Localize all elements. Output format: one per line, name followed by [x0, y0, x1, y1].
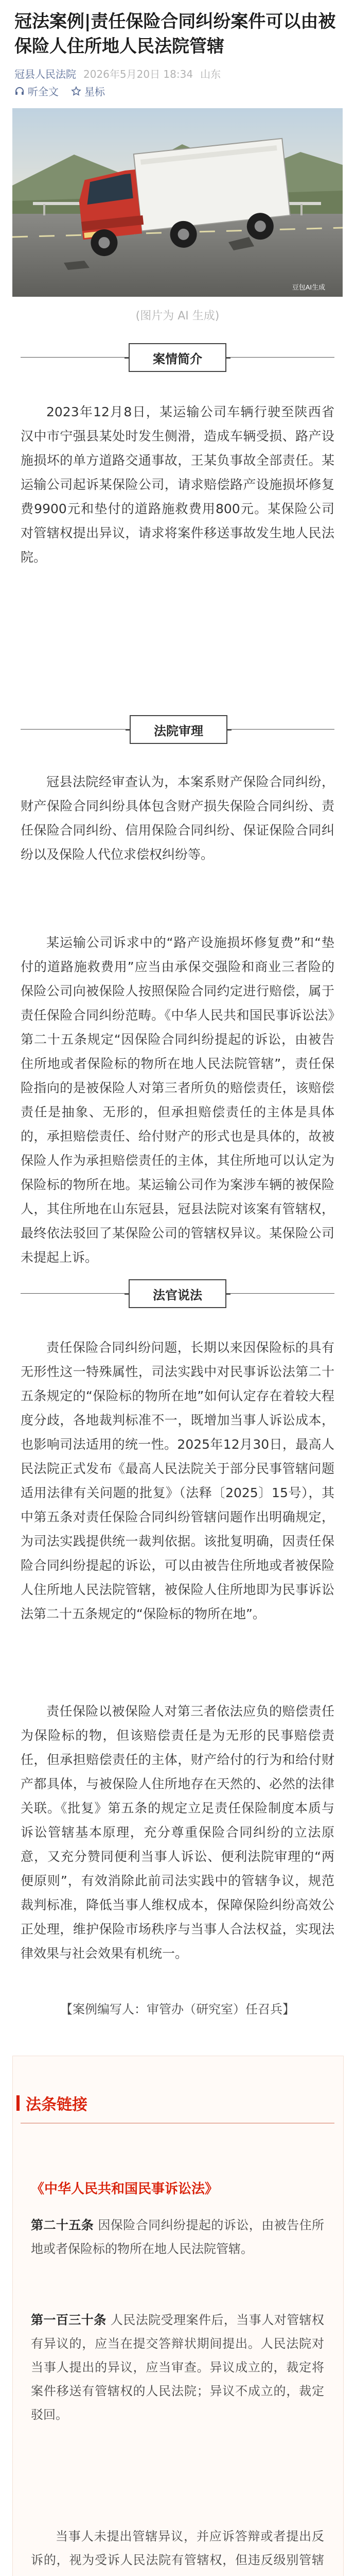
trial-paragraph-1: 冠县法院经审查认为，本案系财产保险合同纠纷，财产保险合同纠纷具体包含财产损失保险合同纠纷、责任保险合同纠纷、信用保险合同纠纷、保证保险合同纠纷以及保险人代位求偿权纠纷等。: [21, 774, 334, 862]
article-actions: [14, 83, 105, 98]
law-article-130-para2: 当事人未提出管辖异议，并应诉答辩或者提出反诉的，视为受诉人民法院有管辖权，但违反级别管辖: [31, 2529, 324, 2567]
article-meta: [14, 66, 221, 81]
law-article-130: [31, 2308, 324, 2427]
law-link-heading: [16, 2092, 87, 2114]
law-article-text: 因保险合同纠纷提起的诉讼，由被告住所地或者保险标的物所在地人民法院管辖。: [31, 2218, 325, 2256]
law-article-label: 第一百三十条: [31, 2313, 106, 2327]
image-watermark: 豆包AI生成: [292, 283, 325, 291]
law-article-label: 第二十五条: [31, 2218, 94, 2232]
star-icon: [71, 86, 81, 96]
truck-accident-illustration: [12, 108, 343, 297]
trial-paragraph-2: 某运输公司诉求中的“路产设施损坏修复费”和“垫付的道路施救费用”应当由承保交强险和商业三者险的保险公司向被保险人按照保险合同约定进行赔偿，属于责任保险合同纠纷范畴。《中华人民共和国民事诉讼法》第二十五条规定“因保险合同纠纷提起的诉讼，由被告住所地或者保险标的物所在地人民法院管辖”，责任保险指向的是被保险人对第三者所负的赔偿责任，该赔偿责任是抽象、无形的，但承担赔偿责任的主体是具体的，承担赔偿责任、给付财产的形式也是具体的，故被保险人作为承担赔偿责任的主体，其住所地可以认定为保险标的物所在地。某运输公司作为案涉车辆的被保险人，其住所地在山东冠县，冠县法院对该案有管辖权，最终依法驳回了某保险公司的管辖权异议。某保险公司未提起上诉。: [21, 935, 334, 1265]
law-article-25: [31, 2213, 324, 2261]
star-label: 星标: [84, 86, 105, 98]
account-name-link[interactable]: 冠县人民法院: [14, 68, 76, 80]
law-article-text: 人民法院受理案件后，当事人对管辖权有异议的，应当在提交答辩状期间提出。人民法院对当事人提出的异议，应当审查。异议成立的，裁定将案件移送有管辖权的人民法院；异议不成立的，裁定驳回。: [31, 2313, 325, 2422]
publish-location: 山东: [200, 68, 221, 80]
heading-accent-bar: [16, 2095, 20, 2111]
star-button[interactable]: [71, 83, 105, 98]
section-heading-trial: 法院审理: [130, 715, 227, 744]
case-author-note: 【案例编写人：审管办（研究室）任召兵】: [60, 2002, 295, 2016]
headphone-icon: [14, 86, 25, 96]
judge-paragraph-1: 责任保险合同纠纷问题，长期以来因保险标的具有无形性这一特殊属性，司法实践中对民事诉讼法第二十五条规定的“保险标的物所在地”如何认定存在着较大程度分歧，各地裁判标准不一，既增加当事人诉讼成本，也影响司法适用的统一性。2025年12月30日，最高人民法院正式发布《最高人民法院关于部分民事管辖问题适用法律有关问题的批复》（法释〔2025〕15号），其中第五条对责任保险合同纠纷管辖问题作出明确规定，为司法实践提供统一裁判依据。该批复明确，因责任保险合同纠纷提起的诉讼，可以由被告住所地或者被保险人住所地人民法院管辖，被保险人住所地即为民事诉讼法第二十五条规定的“保险标的物所在地”。: [21, 1340, 334, 1621]
law-name: 《中华人民共和国民事诉讼法》: [31, 2181, 219, 2197]
judge-paragraph-2: 责任保险以被保险人对第三者依法应负的赔偿责任为保险标的物，但该赔偿责任是为无形的民事赔偿责任，但承担赔偿责任的主体，财产给付的行为和给付财产都具体，与被保险人住所地存在天然的、必然的法律关联。《批复》第五条的规定立足责任保险制度本质与诉讼管辖基本原理，充分尊重保险合同纠纷的立法原意，又充分赞同便利当事人诉讼、便利法院审理的“两便原则”，有效消除此前司法实践中的管辖争议，规范裁判标准，降低当事人维权成本，保障保险纠纷高效公正处理，维护保险市场秩序与当事人合法权益，实现法律效果与社会效果有机统一。: [21, 1704, 334, 1961]
publish-time: 2026年5月20日 18:34: [83, 68, 193, 80]
image-caption: (图片为 AI 生成): [135, 310, 220, 323]
brief-paragraph: 2023年12月8日，某运输公司车辆行驶至陕西省汉中市宁强县某处时发生侧滑，造成车辆受损、路产设施损坏的单方道路交通事故，王某负事故全部责任。某运输公司起诉某保险公司，请求赔偿路产设施损坏修复费9900元和垫付的道路施救费用800元。某保险公司对管辖权提出异议，请求将案件移送事故发生地人民法院。: [21, 404, 334, 565]
listen-button[interactable]: [14, 83, 59, 98]
section-heading-brief: 案情简介: [129, 343, 226, 372]
section-heading-judge: 法官说法: [129, 1279, 226, 1308]
hero-image: [12, 108, 343, 297]
law-divider-top: [21, 2123, 334, 2124]
listen-label: 听全文: [28, 86, 59, 98]
law-link-title: 法条链接: [26, 2096, 87, 2114]
article-title: 冠法案例|责任保险合同纠纷案件可以由被保险人住所地人民法院管辖: [14, 11, 336, 57]
